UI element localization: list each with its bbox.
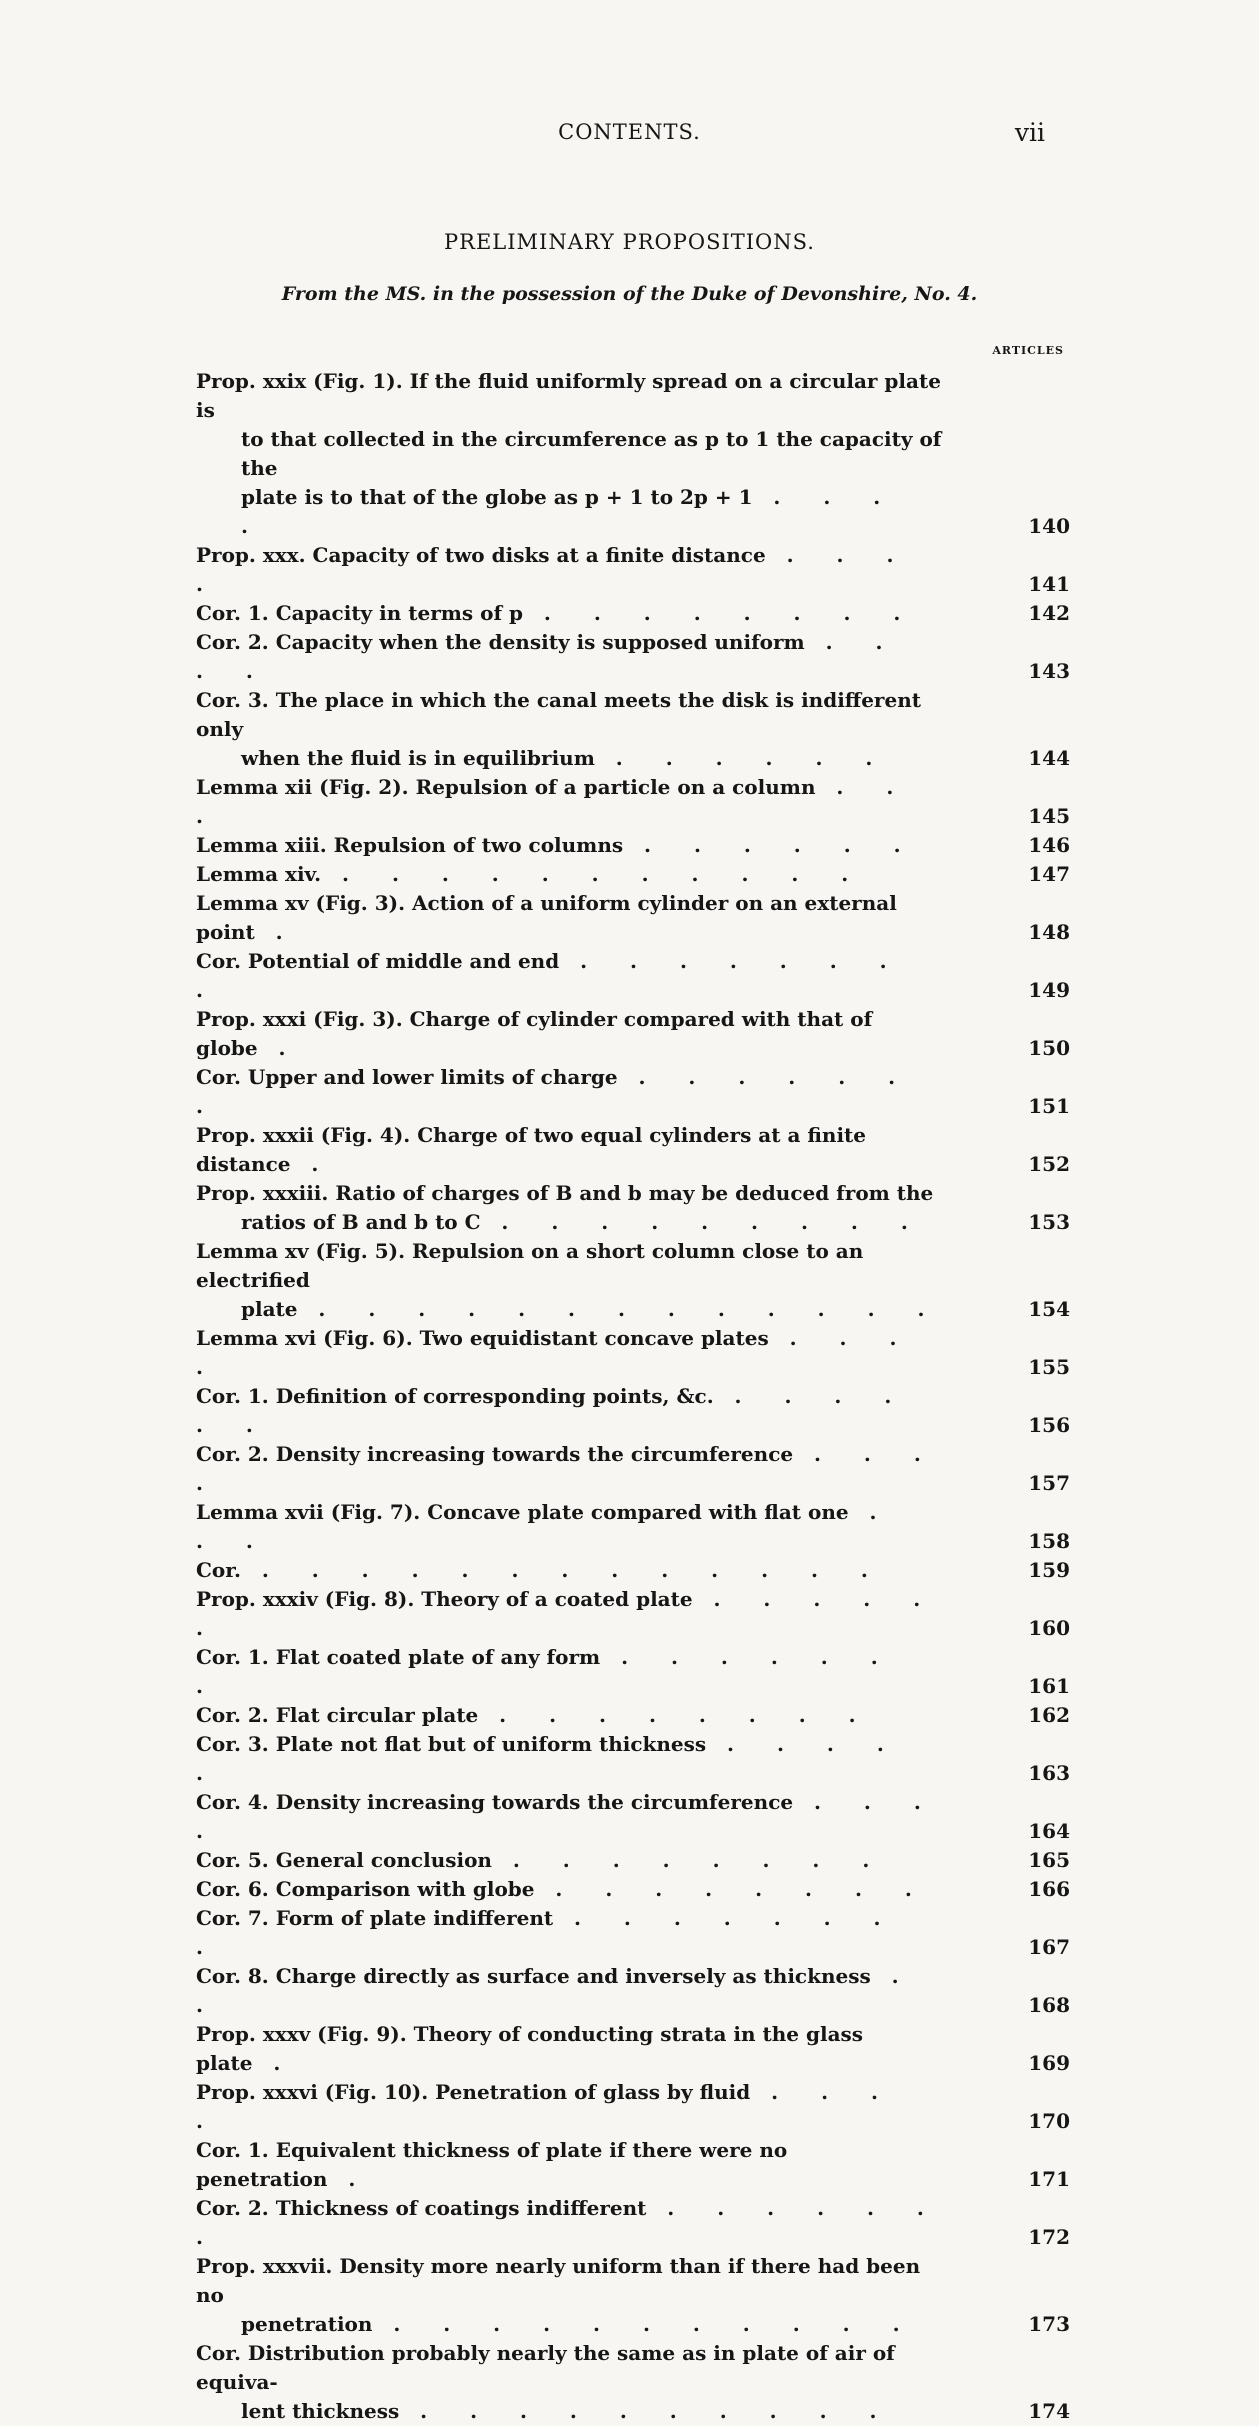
entry-line-text: Lemma xvii (Fig. 7). Concave plate compared with flat one: [196, 1500, 849, 1524]
dot-leader: . . . .: [196, 1790, 939, 1843]
entry-text: [196, 1788, 944, 1846]
article-number: 164: [1028, 1819, 1070, 1843]
dot-leader: . . .: [196, 1500, 895, 1553]
entry-line: Prop. xxxvii. Density more nearly uniform than if there had been no: [196, 2254, 921, 2307]
contents-entry: [196, 1063, 1070, 1121]
entry-line: [196, 1585, 944, 1643]
entry-line: [196, 1846, 944, 1875]
entry-line-text: Prop. xxxvi (Fig. 10). Penetration of glass by fluid: [196, 2080, 751, 2104]
articles-column-head: ARTICLES: [992, 344, 1064, 357]
contents-entry: [196, 1556, 1070, 1585]
entry-line: [196, 1498, 944, 1556]
entry-line: [196, 1440, 944, 1498]
entry-text: [196, 2078, 944, 2136]
dot-leader: . . . . . . . . . .: [420, 2399, 895, 2423]
entry-line: [196, 1904, 944, 1962]
entry-line-text: when the fluid is in equilibrium: [241, 746, 595, 770]
entry-line: [196, 2194, 944, 2252]
article-number: 161: [1028, 1674, 1070, 1698]
entry-text: [196, 367, 944, 541]
entry-line-text: Lemma xiii. Repulsion of two columns: [196, 833, 624, 857]
contents-entry: [196, 1962, 1070, 2020]
entry-text: [196, 1556, 944, 1585]
dot-leader: . . . . . .: [644, 833, 919, 857]
article-number: 169: [1028, 2051, 1070, 2075]
entry-line: [196, 1121, 944, 1179]
contents-entry: [196, 1730, 1070, 1788]
entry-text: [196, 628, 944, 686]
article-number: 155: [1028, 1355, 1070, 1379]
entry-line: [196, 628, 944, 686]
dot-leader: . . . .: [196, 543, 912, 596]
entry-line: [196, 1962, 944, 2020]
contents-entry: [196, 1788, 1070, 1846]
contents-entry: [196, 541, 1070, 599]
contents-entry: [196, 628, 1070, 686]
article-number: 152: [1028, 1152, 1070, 1176]
contents-entry: [196, 1846, 1070, 1875]
source-note: From the MS. in the possession of the Duke of Devonshire, No. 4.: [281, 283, 978, 305]
entry-text: [196, 1121, 944, 1179]
article-number: 160: [1028, 1616, 1070, 1640]
entry-line-text: ratios of B and b to C: [241, 1210, 481, 1234]
entry-text: [196, 1585, 944, 1643]
contents-entry: [196, 1324, 1070, 1382]
contents-entry: [196, 686, 1070, 773]
entry-line: [196, 860, 944, 889]
dot-leader: . . . .: [196, 1442, 939, 1495]
entry-line-text: Prop. xxxiv (Fig. 8). Theory of a coated plate: [196, 1587, 693, 1611]
entry-line: [196, 773, 944, 831]
entry-line-text: Prop. xxx. Capacity of two disks at a finite distance: [196, 543, 766, 567]
entry-text: [196, 1237, 944, 1324]
entry-text: [196, 1875, 944, 1904]
entry-text: [196, 2136, 944, 2194]
entry-line: [196, 889, 944, 947]
dot-leader: . . . . . . . . .: [501, 1210, 926, 1234]
entry-text: [196, 2339, 944, 2426]
article-number: 146: [1028, 833, 1070, 857]
entry-line: [196, 744, 944, 773]
entry-line: [196, 1788, 944, 1846]
article-number: 156: [1028, 1413, 1070, 1437]
page-header: [0, 120, 1259, 150]
entry-line-text: Prop. xxxii (Fig. 4). Charge of two equal cylinders at a finite distance: [196, 1123, 867, 1176]
entry-text: [196, 1643, 944, 1701]
entry-line: [196, 1005, 944, 1063]
entry-text: [196, 2194, 944, 2252]
article-number: 165: [1028, 1848, 1070, 1872]
dot-leader: .: [278, 1036, 304, 1060]
entry-text: [196, 1063, 944, 1121]
entry-text: [196, 1904, 944, 1962]
dot-leader: . . . . . . . .: [196, 949, 905, 1002]
entry-line: [196, 1382, 944, 1440]
dot-leader: . . . . . . . . . . . . .: [318, 1297, 943, 1321]
article-number: 166: [1028, 1877, 1070, 1901]
contents-entry: [196, 2252, 1070, 2339]
article-number: 173: [1028, 2312, 1070, 2336]
dot-leader: . . . . . .: [615, 746, 891, 770]
dot-leader: . . . . . . .: [196, 1065, 914, 1118]
entry-text: [196, 860, 944, 889]
article-number: 141: [1028, 572, 1070, 596]
article-number: 140: [1028, 514, 1070, 538]
contents-entry: [196, 947, 1070, 1005]
contents-entry: [196, 1237, 1070, 1324]
contents-entry: [196, 2136, 1070, 2194]
entry-text: [196, 1498, 944, 1556]
entry-text: [196, 1440, 944, 1498]
entry-text: [196, 773, 944, 831]
dot-leader: . . . . . . . . . . .: [342, 862, 867, 886]
contents-entry: [196, 599, 1070, 628]
entry-line: Cor. 3. The place in which the canal meets the disk is indifferent only: [196, 688, 921, 741]
entry-text: [196, 947, 944, 1005]
entry-line: [196, 1324, 944, 1382]
dot-leader: . . . . . . . . . . .: [393, 2312, 918, 2336]
entry-text: [196, 889, 944, 947]
dot-leader: . . . .: [196, 2080, 896, 2133]
entry-line-text: Cor. 2. Density increasing towards the circumference: [196, 1442, 794, 1466]
contents-entry: [196, 860, 1070, 889]
contents-entry: [196, 1440, 1070, 1498]
entry-line: [196, 1208, 944, 1237]
contents-entry: [196, 1701, 1070, 1730]
article-number: 149: [1028, 978, 1070, 1002]
entry-line: [196, 947, 944, 1005]
entry-line-text: Cor. 3. Plate not flat but of uniform thickness: [196, 1732, 707, 1756]
article-number: 158: [1028, 1529, 1070, 1553]
contents-entry: [196, 1121, 1070, 1179]
entry-line-text: Lemma xii (Fig. 2). Repulsion of a particle on a column: [196, 775, 816, 799]
entry-line: [196, 1295, 944, 1324]
entry-line: [196, 2397, 944, 2426]
entry-text: [196, 1382, 944, 1440]
contents-entry: [196, 773, 1070, 831]
contents-entry: [196, 1179, 1070, 1237]
entry-line-text: Cor. 1. Capacity in terms of p: [196, 601, 524, 625]
contents-entry: [196, 2194, 1070, 2252]
dot-leader: . . . . . . . .: [196, 1906, 899, 1959]
article-number: 172: [1028, 2225, 1070, 2249]
entry-line: [196, 541, 944, 599]
entry-line-text: Prop. xxxv (Fig. 9). Theory of conducting strata in the glass plate: [196, 2022, 864, 2075]
entry-line: [196, 2078, 944, 2136]
entry-line: [196, 1063, 944, 1121]
entry-line: [196, 1643, 944, 1701]
entry-line-text: Cor. 7. Form of plate indifferent: [196, 1906, 554, 1930]
article-number: 154: [1028, 1297, 1070, 1321]
entry-text: [196, 2252, 944, 2339]
dot-leader: . . . .: [241, 485, 899, 538]
dot-leader: . . . . . . . .: [555, 1877, 930, 1901]
entry-line: [196, 1730, 944, 1788]
dot-leader: . .: [196, 1964, 917, 2017]
entry-line-text: penetration: [241, 2312, 373, 2336]
article-number: 150: [1028, 1036, 1070, 1060]
entry-line-text: Cor. 5. General conclusion: [196, 1848, 492, 1872]
entry-line-text: Cor. 2. Flat circular plate: [196, 1703, 479, 1727]
entry-text: [196, 831, 944, 860]
contents-entry: [196, 1904, 1070, 1962]
contents-entry: [196, 2339, 1070, 2426]
entry-line: Prop. xxix (Fig. 1). If the fluid uniformly spread on a circular plate is: [196, 369, 941, 422]
dot-leader: . . . . . . . . . . . . .: [261, 1558, 886, 1582]
page-number: vii: [1014, 118, 1045, 147]
article-number: 170: [1028, 2109, 1070, 2133]
entry-line-text: Cor. 1. Definition of corresponding points, &c.: [196, 1384, 714, 1408]
article-number: 159: [1028, 1558, 1070, 1582]
entry-line: [196, 1701, 944, 1730]
entry-line-text: Lemma xiv.: [196, 862, 322, 886]
entry-text: [196, 1730, 944, 1788]
contents-entry: [196, 889, 1070, 947]
entry-text: [196, 1701, 944, 1730]
contents-list: [196, 367, 1070, 2426]
entry-line-text: plate: [241, 1297, 298, 1321]
entry-line-text: Cor. Upper and lower limits of charge: [196, 1065, 618, 1089]
dot-leader: . . . . .: [196, 1732, 902, 1785]
dot-leader: .: [311, 1152, 337, 1176]
entry-line: [196, 1875, 944, 1904]
entry-line: [196, 2136, 944, 2194]
dot-leader: . . . . . . .: [196, 1645, 896, 1698]
contents-entry: [196, 1585, 1070, 1643]
entry-line-text: Cor. Potential of middle and end: [196, 949, 560, 973]
dot-leader: . . . .: [196, 630, 901, 683]
entry-line: Cor. Distribution probably nearly the same as in plate of air of equiva-: [196, 2341, 895, 2394]
article-number: 174: [1028, 2399, 1070, 2423]
dot-leader: .: [348, 2167, 374, 2191]
entry-line-text: Cor. 1. Equivalent thickness of plate if there were no penetration: [196, 2138, 788, 2191]
entry-text: [196, 1005, 944, 1063]
entry-line-text: Lemma xvi (Fig. 6). Two equidistant concave plates: [196, 1326, 769, 1350]
entry-text: [196, 1324, 944, 1382]
dot-leader: . . . . . .: [196, 1587, 939, 1640]
entry-line: [196, 599, 944, 628]
entry-line: [196, 1556, 944, 1585]
section-title: PRELIMINARY PROPOSITIONS.: [444, 230, 815, 254]
dot-leader: . . . . . . . .: [499, 1703, 874, 1727]
article-number: 163: [1028, 1761, 1070, 1785]
entry-text: [196, 1179, 944, 1237]
article-number: 168: [1028, 1993, 1070, 2017]
entry-line-text: Cor. 2. Capacity when the density is supposed uniform: [196, 630, 805, 654]
contents-entry: [196, 1498, 1070, 1556]
article-number: 148: [1028, 920, 1070, 944]
article-number: 162: [1028, 1703, 1070, 1727]
dot-leader: .: [273, 2051, 299, 2075]
article-number: 143: [1028, 659, 1070, 683]
dot-leader: .: [275, 920, 301, 944]
article-number: 157: [1028, 1471, 1070, 1495]
article-number: 142: [1028, 601, 1070, 625]
entry-line: [196, 831, 944, 860]
article-number: 167: [1028, 1935, 1070, 1959]
contents-entry: [196, 2078, 1070, 2136]
entry-text: [196, 599, 944, 628]
article-number: 147: [1028, 862, 1070, 886]
contents-entry: [196, 1643, 1070, 1701]
article-number: 145: [1028, 804, 1070, 828]
contents-entry: [196, 2020, 1070, 2078]
entry-line: [196, 2310, 944, 2339]
entry-line-text: Cor. 1. Flat coated plate of any form: [196, 1645, 601, 1669]
entry-text: [196, 1962, 944, 2020]
entry-line: [196, 483, 944, 541]
article-number: 171: [1028, 2167, 1070, 2191]
dot-leader: . . . . . . . .: [543, 601, 919, 625]
entry-line-text: Prop. xxxi (Fig. 3). Charge of cylinder compared with that of globe: [196, 1007, 873, 1060]
article-number: 151: [1028, 1094, 1070, 1118]
entry-text: [196, 1846, 944, 1875]
entry-line-text: Cor. 6. Comparison with globe: [196, 1877, 535, 1901]
entry-text: [196, 541, 944, 599]
entry-line-text: plate is to that of the globe as p + 1 to 2p + 1: [241, 485, 753, 509]
entry-line: to that collected in the circumference as p to 1 the capacity of the: [241, 427, 942, 480]
entry-line-text: Cor. 2. Thickness of coatings indifferent: [196, 2196, 647, 2220]
contents-entry: [196, 1382, 1070, 1440]
dot-leader: . . . .: [196, 1326, 915, 1379]
entry-line-text: lent thickness: [241, 2399, 400, 2423]
entry-line: [196, 2020, 944, 2078]
entry-line-text: Cor. 8. Charge directly as surface and inversely as thickness: [196, 1964, 871, 1988]
entry-line-text: Cor. 4. Density increasing towards the circumference: [196, 1790, 794, 1814]
contents-entry: [196, 367, 1070, 541]
entry-text: [196, 686, 944, 773]
entry-text: [196, 2020, 944, 2078]
contents-entry: [196, 1005, 1070, 1063]
dot-leader: . . .: [196, 775, 912, 828]
entry-line: Prop. xxxiii. Ratio of charges of B and b may be deduced from the: [196, 1181, 934, 1205]
dot-leader: . . . . . .: [196, 1384, 910, 1437]
dot-leader: . . . . . . . .: [512, 1848, 888, 1872]
entry-line-text: Lemma xv (Fig. 3). Action of a uniform cylinder on an external point: [196, 891, 897, 944]
article-number: 153: [1028, 1210, 1070, 1234]
dot-leader: . . . . . . .: [196, 2196, 942, 2249]
entry-line: Lemma xv (Fig. 5). Repulsion on a short column close to an electrified: [196, 1239, 864, 1292]
running-title: CONTENTS.: [558, 120, 701, 144]
article-number: 144: [1028, 746, 1070, 770]
contents-entry: [196, 1875, 1070, 1904]
contents-entry: [196, 831, 1070, 860]
entry-line-text: Cor.: [196, 1558, 241, 1582]
